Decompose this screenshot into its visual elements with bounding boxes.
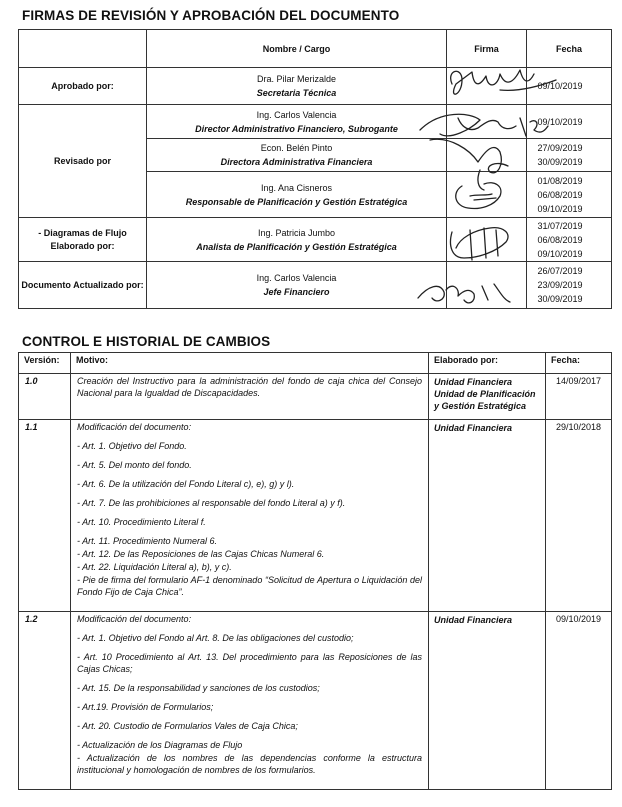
signature-cell [447,218,527,262]
person-name: Econ. Belén Pinto [260,143,333,153]
reason-line: - Actualización de los nombres de las dependencias conforme la estructura institucional y homologación de nombres de los formularios. [77,753,422,775]
person-cell [147,262,447,309]
person-cell [147,172,447,218]
author-cell [429,374,546,420]
date-value: 01/08/2019 [537,175,583,186]
date-value: 09/10/2019 [537,203,583,214]
reason-line: - Pie de firma del formulario AF-1 denominado “Solicitud de Apertura o Liquidación del Fondo Fijo de Caja Chica”. [77,575,422,597]
person-cell [147,139,447,172]
reason-line: - Art. 10. Procedimiento Literal f. [77,517,206,527]
flow-diagram-label: - Diagramas de Flujo Elaborado por: [19,218,147,262]
history-table [18,352,612,790]
header-empty-cell [19,30,147,68]
reason-cell [71,420,429,612]
person-name: Ing. Ana Cisneros [260,182,333,193]
person-role: Directora Administrativa Financiera [220,157,373,167]
reason-line: - Art. 5. Del monto del fondo. [77,460,192,470]
header-signature: Firma [447,30,527,68]
header-date: Fecha [527,30,612,68]
author-cell [429,612,546,790]
signature-cell [447,105,527,139]
reason-line: - Art. 20. Custodio de Formularios Vales de Caja Chica; [77,721,298,731]
person-role: Responsable de Planificación y Gestión Estratégica [185,196,408,207]
date-cell [527,68,612,105]
signature-cell [447,68,527,105]
reason-line: - Art.19. Provisión de Formularios; [77,702,214,712]
history-section-title: CONTROL E HISTORIAL DE CAMBIOS [22,334,271,349]
person-cell [147,218,447,262]
signatures-table [18,29,612,309]
date-value: 06/08/2019 [537,234,583,245]
updated-label: Documento Actualizado por: [19,262,147,309]
date-value: 26/07/2019 [537,266,583,276]
history-header-row [19,353,612,374]
date-cell [527,139,612,172]
person-role: Director Administrativo Financiero, Subrogante [195,123,398,134]
reason-line: Modificación del documento: [77,614,192,624]
signature-cell [447,139,527,172]
person-role: Analista de Planificación y Gestión Estratégica [196,241,397,252]
reason-line: - Art. 22. Liquidación Literal a), b), y c). [77,562,232,572]
signatures-section-title: FIRMAS DE REVISIÓN Y APROBACIÓN DEL DOCUMENTO [22,8,400,23]
header-name-role: Nombre / Cargo [147,30,447,68]
date-value: 30/09/2019 [537,157,583,167]
history-row [19,420,612,612]
header-date: Fecha: [546,353,612,374]
reason-line: - Art. 7. De las prohibiciones al responsable del fondo Literal a) y f). [77,498,346,508]
version-value: 1.2 [19,612,71,790]
date-value: 29/10/2018 [546,420,612,612]
reason-cell [71,374,429,420]
date-cell [527,262,612,309]
person-cell [147,105,447,139]
date-value: 23/09/2019 [537,280,583,290]
person-cell [147,68,447,105]
author-line: y Gestión Estratégica [434,401,527,411]
person-name: Ing. Carlos Valencia [256,273,337,283]
person-role: Jefe Financiero [263,287,330,297]
flow-diagram-row [19,218,612,262]
reason-cell [71,612,429,790]
reason-line: - Art. 1. Objetivo del Fondo. [77,441,187,451]
reason-line: - Actualización de los Diagramas de Flujo [77,740,243,750]
date-value: 06/08/2019 [537,189,583,200]
date-value: 30/09/2019 [537,294,583,304]
author-line: Unidad Financiera [434,615,513,625]
reason-line: Creación del Instructivo para la administración del fondo de caja chica del Consejo Nacional para la Igualdad de Discapacidades. [77,376,422,398]
reviewed-row-1 [19,105,612,139]
reason-line: - Art. 1. Objetivo del Fondo al Art. 8. De las obligaciones del custodio; [77,633,354,643]
date-cell [527,105,612,139]
date-cell [527,172,612,218]
version-value: 1.1 [19,420,71,612]
date-value: 31/07/2019 [537,220,583,231]
author-cell [429,420,546,612]
author-line: Unidad de Planificación [434,389,536,399]
date-value: 09/10/2019 [537,116,583,127]
reason-line: - Art. 6. De la utilización del Fondo Literal c), e), g) y l). [77,479,295,489]
header-author: Elaborado por: [429,353,546,374]
author-line: Unidad Financiera [434,377,513,387]
date-cell [527,218,612,262]
date-value: 09/10/2019 [537,248,583,259]
date-value: 27/09/2019 [537,143,583,153]
reason-line: - Art. 15. De la responsabilidad y sanciones de los custodios; [77,683,320,693]
reason-line: - Art. 11. Procedimiento Numeral 6. [77,536,218,546]
header-reason: Motivo: [71,353,429,374]
signature-cell [447,172,527,218]
date-value: 09/10/2019 [546,612,612,790]
reason-line: Modificación del documento: [77,422,192,432]
signature-cell [447,262,527,309]
reason-line: - Art. 10 Procedimiento al Art. 13. Del procedimiento para las Reposiciones de las Cajas Chicas; [77,652,422,674]
approved-row [19,68,612,105]
date-value: 09/10/2019 [537,81,583,91]
person-role: Secretaria Técnica [256,88,337,98]
header-version: Versión: [19,353,71,374]
person-name: Ing. Patricia Jumbo [257,227,336,238]
approved-label: Aprobado por: [19,68,147,105]
reviewed-label: Revisado por [19,105,147,218]
history-row [19,612,612,790]
updated-row [19,262,612,309]
signatures-header-row [19,30,612,68]
version-value: 1.0 [19,374,71,420]
person-name: Dra. Pilar Merizalde [256,74,337,84]
reason-line: - Art. 12. De las Reposiciones de las Cajas Chicas Numeral 6. [77,549,325,559]
person-name: Ing. Carlos Valencia [256,109,337,120]
history-row [19,374,612,420]
author-line: Unidad Financiera [434,423,513,433]
date-value: 14/09/2017 [546,374,612,420]
